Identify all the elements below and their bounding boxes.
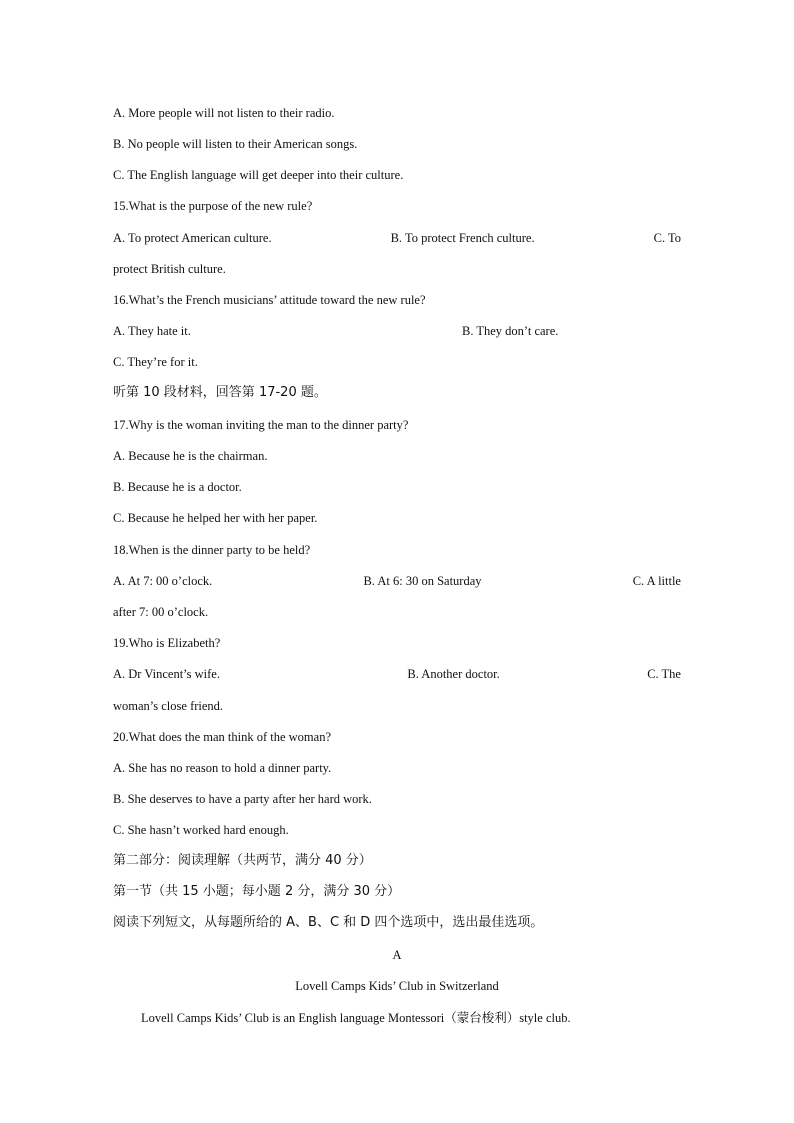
question-15: 15.What is the purpose of the new rule? (113, 199, 313, 213)
q16-option-c: C. They’re for it. (113, 355, 198, 369)
q17-option-a: A. Because he is the chairman. (113, 449, 268, 463)
q20-option-c: C. She hasn’t worked hard enough. (113, 823, 289, 837)
section-1-heading: 第一节（共 15 小题；每小题 2 分，满分 30 分） (113, 884, 401, 899)
q14-option-b: B. No people will listen to their American songs. (113, 137, 358, 151)
q14-option-c: C. The English language will get deeper into their culture. (113, 168, 404, 182)
question-17: 17.Why is the woman inviting the man to the dinner party? (113, 418, 409, 432)
q15-option-c: C. To (653, 231, 681, 245)
q19-option-c: C. The (647, 667, 681, 681)
reading-instructions: 阅读下列短文，从每题所给的 A、B、C 和 D 四个选项中，选出最佳选项。 (113, 915, 544, 930)
q16-option-b: B. They don’t care. (462, 324, 559, 338)
q19-options-row (113, 664, 681, 684)
q19-option-b: B. Another doctor. (407, 667, 500, 681)
q18-options-row (113, 571, 681, 591)
question-19: 19.Who is Elizabeth? (113, 636, 221, 650)
question-18: 18.When is the dinner party to be held? (113, 543, 311, 557)
part-2-heading: 第二部分：阅读理解（共两节，满分 40 分） (113, 853, 372, 868)
q15-options-row (113, 228, 681, 248)
passage-paragraph: Lovell Camps Kids’ Club is an English language Montessori（蒙台梭利）style club. (141, 1011, 571, 1025)
q19-option-c-continued: woman’s close friend. (113, 699, 224, 713)
q17-option-c: C. Because he helped her with her paper. (113, 511, 318, 525)
q15-option-c-continued: protect British culture. (113, 262, 226, 276)
q15-option-b: B. To protect French culture. (390, 231, 535, 245)
q19-option-a: A. Dr Vincent’s wife. (113, 667, 220, 681)
section-10-heading: 听第 10 段材料，回答第 17-20 题。 (113, 385, 327, 400)
question-20: 20.What does the man think of the woman? (113, 730, 331, 744)
q16-option-a: A. They hate it. (113, 324, 191, 338)
q18-option-c: C. A little (632, 574, 681, 588)
q14-option-a: A. More people will not listen to their radio. (113, 106, 335, 120)
q18-option-a: A. At 7: 00 o’clock. (113, 574, 213, 588)
q18-option-b: B. At 6: 30 on Saturday (363, 574, 482, 588)
question-16: 16.What’s the French musicians’ attitude toward the new rule? (113, 293, 426, 307)
q20-option-b: B. She deserves to have a party after her hard work. (113, 792, 372, 806)
q16-options-row (113, 321, 681, 341)
passage-letter: A (392, 948, 402, 962)
q18-option-c-continued: after 7: 00 o’clock. (113, 605, 209, 619)
q15-option-a: A. To protect American culture. (113, 231, 272, 245)
q17-option-b: B. Because he is a doctor. (113, 480, 242, 494)
passage-title: Lovell Camps Kids’ Club in Switzerland (295, 979, 499, 993)
q20-option-a: A. She has no reason to hold a dinner party. (113, 761, 332, 775)
